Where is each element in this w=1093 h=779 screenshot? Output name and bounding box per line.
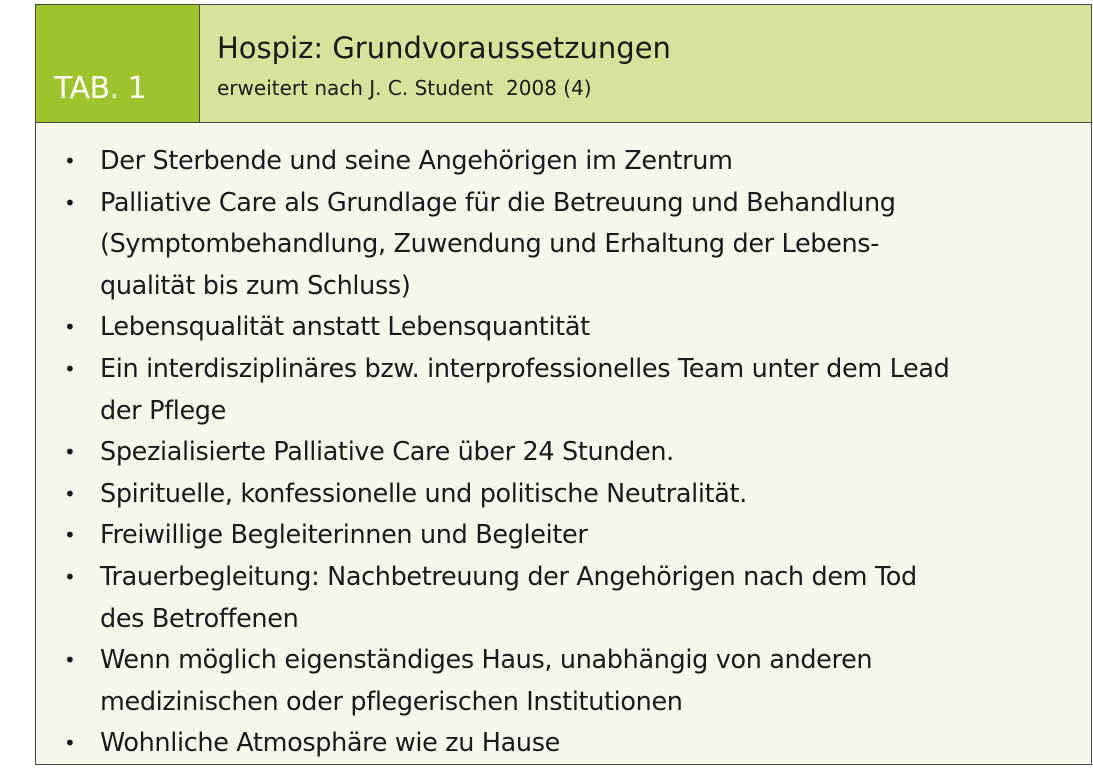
tab-label: TAB. 1 bbox=[54, 71, 147, 106]
list-item bbox=[36, 432, 1091, 474]
list-item bbox=[36, 183, 1091, 308]
list-item bbox=[36, 640, 1091, 723]
list-item-line: Der Sterbende und seine Angehörigen im Zentrum bbox=[100, 146, 733, 176]
bullet-icon: • bbox=[64, 149, 76, 173]
bullet-list bbox=[36, 141, 1091, 765]
bullet-icon: • bbox=[64, 564, 76, 589]
list-item bbox=[36, 307, 1091, 349]
list-item bbox=[36, 349, 1091, 432]
table-header bbox=[36, 5, 1091, 123]
bullet-icon: • bbox=[64, 440, 76, 465]
list-item bbox=[36, 141, 1091, 183]
list-item-line: Wenn möglich eigenständiges Haus, unabhängig von anderen bbox=[100, 645, 873, 676]
list-item bbox=[36, 515, 1091, 557]
list-item-line: Freiwillige Begleiterinnen und Begleiter bbox=[100, 520, 588, 551]
tab-label-cell bbox=[36, 5, 200, 122]
bullet-icon: • bbox=[64, 356, 76, 381]
list-item-line: qualität bis zum Schluss) bbox=[100, 270, 411, 301]
list-item-line: Lebensqualität anstatt Lebensquantität bbox=[100, 312, 590, 343]
table-subtitle: erweitert nach J. C. Student 2008 (4) bbox=[217, 76, 592, 100]
bullet-icon: • bbox=[64, 315, 76, 340]
list-item-line: Ein interdisziplinäres bzw. interprofessionelles Team unter dem Lead bbox=[100, 353, 950, 384]
list-item-line: Spezialisierte Palliative Care über 24 Stunden. bbox=[100, 437, 674, 468]
list-item-line: medizinischen oder pflegerischen Institutionen bbox=[100, 686, 683, 717]
bullet-icon: • bbox=[64, 648, 76, 673]
list-item bbox=[36, 557, 1091, 640]
list-item bbox=[36, 723, 1091, 765]
list-item-line: Trauerbegleitung: Nachbetreuung der Angehörigen nach dem Tod bbox=[100, 561, 917, 592]
bullet-icon: • bbox=[64, 190, 76, 215]
table-box bbox=[35, 4, 1092, 765]
title-cell bbox=[200, 5, 1091, 122]
bullet-icon: • bbox=[64, 731, 76, 756]
list-item-line: Spirituelle, konfessionelle und politische Neutralität. bbox=[100, 478, 747, 509]
list-item-line: der Pflege bbox=[100, 395, 226, 426]
list-item-line: Palliative Care als Grundlage für die Betreuung und Behandlung bbox=[100, 187, 896, 218]
list-item-line: (Symptombehandlung, Zuwendung und Erhaltung der Lebens- bbox=[100, 229, 880, 260]
table-title: Hospiz: Grundvoraussetzungen bbox=[217, 31, 671, 65]
bullet-icon: • bbox=[64, 523, 76, 548]
list-item-line: Wohnliche Atmosphäre wie zu Hause bbox=[100, 728, 560, 759]
list-item-line: des Betroffenen bbox=[100, 603, 299, 634]
bullet-icon: • bbox=[64, 481, 76, 506]
list-item bbox=[36, 474, 1091, 516]
